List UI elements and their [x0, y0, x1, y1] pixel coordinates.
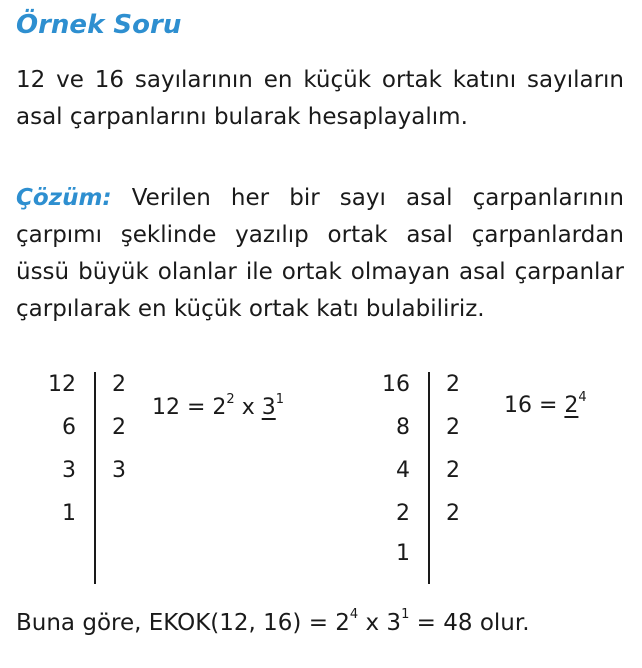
- left-divisor: 2: [112, 415, 126, 440]
- example-title: Örnek Soru: [16, 10, 182, 40]
- right-divisor: 2: [446, 372, 460, 397]
- left-number: 3: [62, 458, 76, 483]
- right-divisor: 2: [446, 501, 460, 526]
- right-number: 4: [396, 458, 410, 483]
- left-divider-line: [94, 372, 96, 584]
- solution-label: Çözüm:: [16, 185, 112, 211]
- left-number: 6: [62, 415, 76, 440]
- right-factorization: $16 = 2^4$: [504, 390, 587, 418]
- right-number: 16: [382, 372, 410, 397]
- left-factorization: $12 = 2^2$ x $3^1$: [152, 392, 284, 420]
- solution-paragraph: [16, 180, 624, 328]
- left-number: 1: [62, 501, 76, 526]
- right-divisor: 2: [446, 415, 460, 440]
- question-text: 12 ve 16 sayılarının en küçük ortak katını sayıların asal çarpanlarını bularak hesaplayalım.: [16, 67, 624, 130]
- left-number: 12: [48, 372, 76, 397]
- left-divisor: 2: [112, 372, 126, 397]
- right-number: 1: [396, 541, 410, 566]
- right-number: 8: [396, 415, 410, 440]
- solution-text: Verilen her bir sayı asal çarpanlarının çarpımı şeklinde yazılıp ortak asal çarpanlardan üssü büyük olanlar ile ortak olmayan asal çarpanlar çarpılarak en küçük ortak katı bulabiliriz.: [16, 185, 624, 322]
- left-divisor: 3: [112, 458, 126, 483]
- conclusion-text: Buna göre, EKOK(12, $16) = 2^4$ x $3^1 = 48$ olur.: [16, 607, 530, 636]
- right-divider-line: [428, 372, 430, 584]
- right-number: 2: [396, 501, 410, 526]
- right-divisor: 2: [446, 458, 460, 483]
